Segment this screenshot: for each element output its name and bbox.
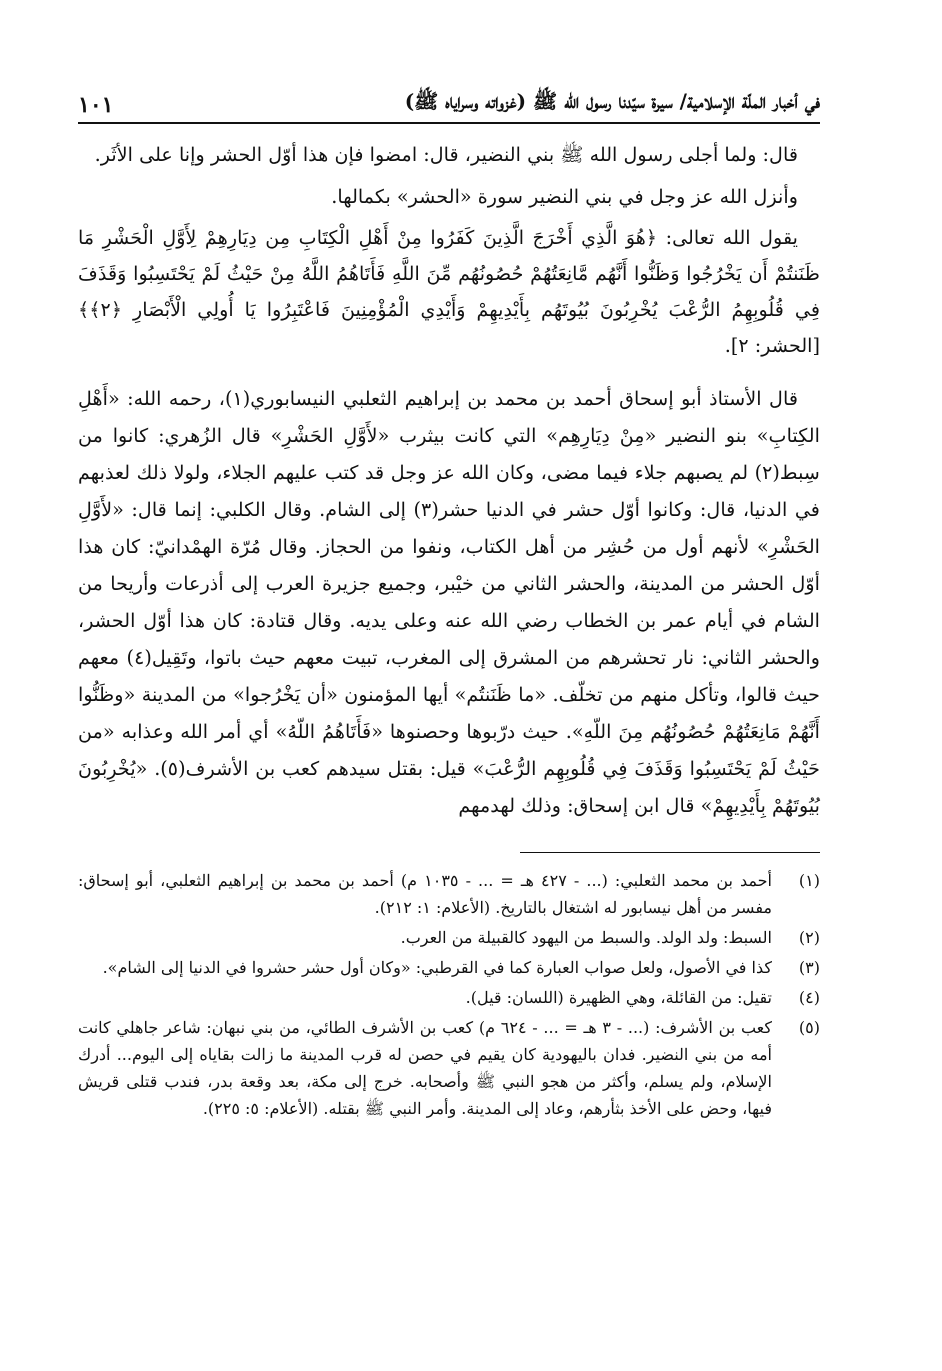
footnote-text: السبط: ولد الولد. والسبط من اليهود كالقبيلة من العرب. [400,928,772,947]
running-header [78,82,820,124]
paragraph-1: قال: ولما أجلى رسول الله ﷺ بني النضير، قال: امضوا فإن هذا أوّل الحشر وإنا على الأثَر. [94,143,798,166]
footnote [78,867,820,921]
footnote [78,1014,820,1122]
footnote-text: أحمد بن محمد الثعلبي: (... - ٤٢٧ هـ = ... - ١٠٣٥ م) أحمد بن محمد بن إبراهيم الثعلبي، أبو إسحاق: مفسر من أهل نيسابور له اشتغال بالتاريخ. (الأعلام: ١: ٢١٢). [78,871,773,917]
footnote [78,924,820,951]
footnote [78,954,820,981]
footnote-number: (١) [798,871,820,890]
footnote [78,984,820,1011]
main-text [78,136,820,824]
footnote-number: (٤) [798,988,820,1007]
footnote-text: كذا في الأصول، ولعل صواب العبارة كما في القرطبي: «وكان أول حشر حشروا في الدنيا إلى الشام». [102,958,772,977]
book-page [78,82,820,1342]
footnote-text: كعب بن الأشرف: (... - ٣ هـ = ... - ٦٢٤ م) كعب بن الأشرف الطائي، من بني نبهان: شاعر جاهلي كانت أمه من بني النضير. فدان باليهودية كان يقيم في حصن له قرب المدينة ما زالت بقاياه إلى اليوم... أدرك الإسلام، ولم يسلم، وأكثر من هجو النبي ﷺ وأصحابه. خرج إلى مكة، بعد وقعة بدر، فندب قتلى قريش فيها، وحض على الأخذ بثأرهم، وعاد إلى المدينة. وأمر النبي ﷺ بقتله. (الأعلام: ٥: ٢٢٥). [78,1018,773,1118]
paragraph-commentary: قال الأستاذ أبو إسحاق أحمد بن محمد بن إبراهيم الثعلبي النيسابوري(١)، رحمه الله: «أَهْلِ الكِتابِ» بنو النضير «مِنْ دِيَارِهِم» التي كانت بيثرب «لأَوَّلِ الحَشْرِ» قال الزُهري: كانوا من سِبط(٢) لم يصبهم جلاء فيما مضى، وكان الله عز وجل قد كتب عليهم الجلاء، ولولا ذلك لعذبهم في الدنيا، قال: وكانوا أوّل حشر في الدنيا حشر(٣) إلى الشام. وقال الكلبي: إنما قال: «لأَوَّلِ الحَشْرِ» لأنهم أول من حُشِر من أهل الكتاب، ونفوا من الحجاز. وقال مُرّة الهمْدانيّ: كان هذا أوّل الحشر من المدينة، والحشر الثاني من خيْبر، وجميع جزيرة العرب إلى أذرعات وأريحا من الشام في أيام عمر بن الخطاب رضي الله عنه وعلى يديه. وقال قتادة: كان هذا أوّل الحشر، والحشر الثاني: نار تحشرهم من المشرق إلى المغرب، تبيت معهم حيث باتوا، وتَقِيل(٤) معهم حيث قالوا، وتأكل منهم من تخلّف. «ما ظَنَنتُم» أيها المؤمنون «أن يَخْرُجوا» من المدينة «وظَنُّوا أَنَّهُمْ مَانِعَتُهُمْ حُصُونُهُم مِنَ اللّهِ». حيث درّبوها وحصنوها «فَأَتَاهُمُ اللّهُ» أي أمر الله وعذابه «من حَيْثُ لَمْ يَحْتَسِبُوا وَقَذَفَ فِي قُلُوبِهِم الرُّعْبَ» قيل: بقتل سيدهم كعب بن الأشرف(٥). «يُخْرِبُونَ بُيُوتَهُمْ بِأَيْدِيهِمْ» قال ابن إسحاق: وذلك لهدمهم [78,387,821,817]
footnote-separator [520,852,820,853]
paragraph-2: وأنزل الله عز وجل في بني النضير سورة «الحشر» بكمالها. [331,185,798,208]
footnote-number: (٣) [798,958,820,977]
page-number: ١٠١ [78,92,114,118]
quran-verse-paragraph: يقول الله تعالى: ﴿هُوَ الَّذِي أَخْرَجَ الَّذِينَ كَفَرُوا مِنْ أَهْلِ الْكِتَابِ مِن دِيَارِهِمْ لِأَوَّلِ الْحَشْرِ مَا ظَنَنتُمْ أَن يَخْرُجُوا وَظَنُّوا أَنَّهُم مَّانِعَتُهُمْ حُصُونُهُم مِّنَ اللَّهِ فَأَتَاهُمُ اللَّهُ مِنْ حَيْثُ لَمْ يَحْتَسِبُوا وَقَذَفَ فِي قُلُوبِهِمُ الرُّعْبَ يُخْرِبُونَ بُيُوتَهُم بِأَيْدِيهِمْ وَأَيْدِي الْمُؤْمِنِينَ فَاعْتَبِرُوا يَا أُولِي الْأَبْصَارِ ﴿٢﴾﴾ [الحشر: ٢]. [78,226,820,357]
footnote-text: تقيل: من القائلة، وهي الظهيرة (اللسان: قيل). [465,988,772,1007]
footnotes [78,867,820,1122]
footnote-number: (٢) [798,928,820,947]
header-title: في أخبار الملّة الإسلامية/ سيرة سيّدنا رسول الله ﷺ (غزواته وسراياه ﷺ) [404,89,820,113]
footnote-number: (٥) [798,1018,820,1037]
